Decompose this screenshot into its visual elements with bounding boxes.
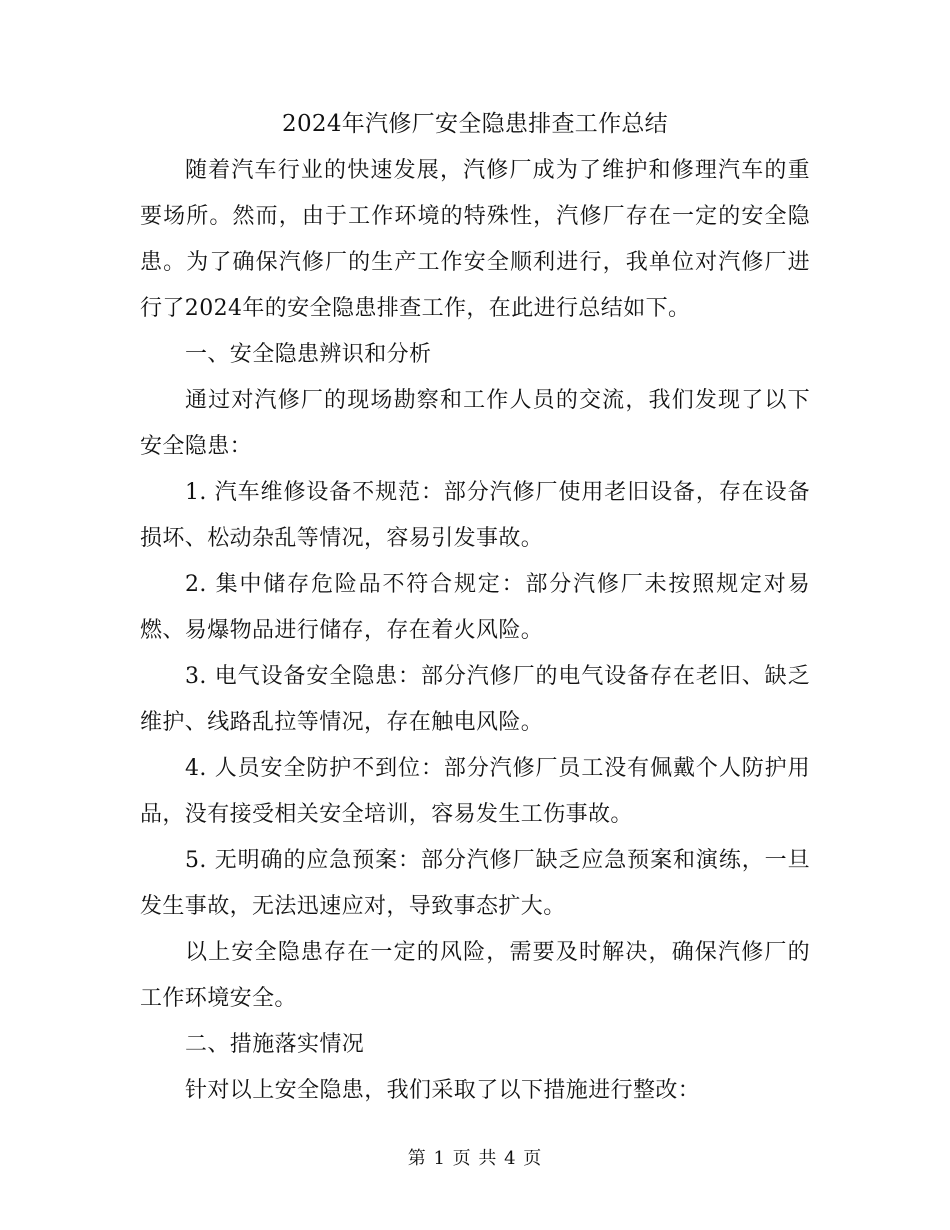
paragraph-hazard-summary: 以上安全隐患存在一定的风险，需要及时解决，确保汽修厂的工作环境安全。 bbox=[140, 940, 810, 1011]
document-title: 2024年汽修厂安全隐患排查工作总结 bbox=[282, 111, 668, 137]
section-heading-1: 一、安全隐患辨识和分析 bbox=[185, 342, 432, 367]
paragraph-intro: 随着汽车行业的快速发展，汽修厂成为了维护和修理汽车的重要场所。然而，由于工作环境的特殊性，汽修厂存在一定的安全隐患。为了确保汽修厂的生产工作安全顺利进行，我单位对汽修厂进行了2024年的安全隐患排查工作，在此进行总结如下。 bbox=[140, 158, 810, 321]
list-item-hazard-4: 4. 人员安全防护不到位：部分汽修厂员工没有佩戴个人防护用品，没有接受相关安全培训，容易发生工伤事故。 bbox=[140, 756, 810, 827]
paragraph-measures-lead: 针对以上安全隐患，我们采取了以下措施进行整改： bbox=[185, 1078, 701, 1103]
section-heading-2: 二、措施落实情况 bbox=[185, 1032, 365, 1057]
paragraph-findings-lead: 通过对汽修厂的现场勘察和工作人员的交流，我们发现了以下安全隐患： bbox=[140, 388, 810, 459]
list-item-hazard-1: 1. 汽车维修设备不规范：部分汽修厂使用老旧设备，存在设备损坏、松动杂乱等情况，容易引发事故。 bbox=[140, 480, 810, 551]
list-item-hazard-3: 3. 电气设备安全隐患：部分汽修厂的电气设备存在老旧、缺乏维护、线路乱拉等情况，存在触电风险。 bbox=[140, 664, 810, 735]
document-body bbox=[140, 148, 810, 1114]
list-item-hazard-5: 5. 无明确的应急预案：部分汽修厂缺乏应急预案和演练，一旦发生事故，无法迅速应对，导致事态扩大。 bbox=[140, 848, 810, 919]
list-item-hazard-2: 2. 集中储存危险品不符合规定：部分汽修厂未按照规定对易燃、易爆物品进行储存，存在着火风险。 bbox=[140, 572, 810, 643]
page-footer: 第 1 页 共 4 页 bbox=[407, 1148, 543, 1169]
